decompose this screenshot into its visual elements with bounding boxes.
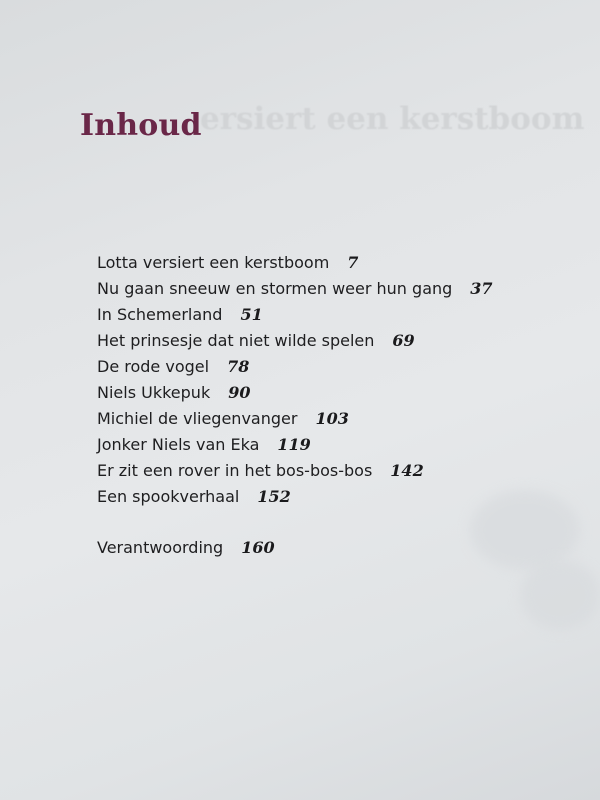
toc-entry xyxy=(97,458,493,484)
toc-entry-title: Niels Ukkepuk xyxy=(97,383,211,402)
toc-entry xyxy=(97,432,493,458)
toc-entry xyxy=(97,302,493,328)
toc-entry xyxy=(97,535,493,561)
toc-entry-title: In Schemerland xyxy=(97,305,223,324)
toc-entry-page: 103 xyxy=(315,409,349,428)
toc-entry-title: Lotta versiert een kerstboom xyxy=(97,253,330,272)
toc-entry-page: 119 xyxy=(277,435,311,454)
toc-entry xyxy=(97,250,493,276)
toc-entry-page: 152 xyxy=(257,487,291,506)
toc-entry-page: 142 xyxy=(390,461,424,480)
show-through-text: ersiert een kerstboom xyxy=(200,101,585,137)
toc-entry-title: Verantwoording xyxy=(97,538,224,557)
toc-entry-page: 69 xyxy=(392,331,415,350)
toc-entry-page: 7 xyxy=(347,253,359,272)
toc-entry-title: Jonker Niels van Eka xyxy=(97,435,260,454)
toc-entry-page: 90 xyxy=(228,383,251,402)
toc-entry xyxy=(97,484,493,510)
toc-entry-page: 51 xyxy=(240,305,263,324)
toc-entry xyxy=(97,354,493,380)
table-of-contents xyxy=(97,250,493,561)
toc-entry-title: De rode vogel xyxy=(97,357,210,376)
page-title: Inhoud xyxy=(80,108,202,143)
toc-entry xyxy=(97,276,493,302)
toc-entry-title: Er zit een rover in het bos-bos-bos xyxy=(97,461,373,480)
toc-entry-page: 160 xyxy=(241,538,275,557)
toc-entry-title: Het prinsesje dat niet wilde spelen xyxy=(97,331,375,350)
toc-entry-page: 78 xyxy=(227,357,250,376)
toc-entry-title: Nu gaan sneeuw en stormen weer hun gang xyxy=(97,279,453,298)
toc-entry-title: Michiel de vliegenvanger xyxy=(97,409,298,428)
toc-entry xyxy=(97,328,493,354)
toc-entry-title: Een spookverhaal xyxy=(97,487,240,506)
toc-entry xyxy=(97,380,493,406)
toc-entry-page: 37 xyxy=(470,279,493,298)
toc-entry xyxy=(97,406,493,432)
show-through-illustration-part xyxy=(520,560,600,630)
